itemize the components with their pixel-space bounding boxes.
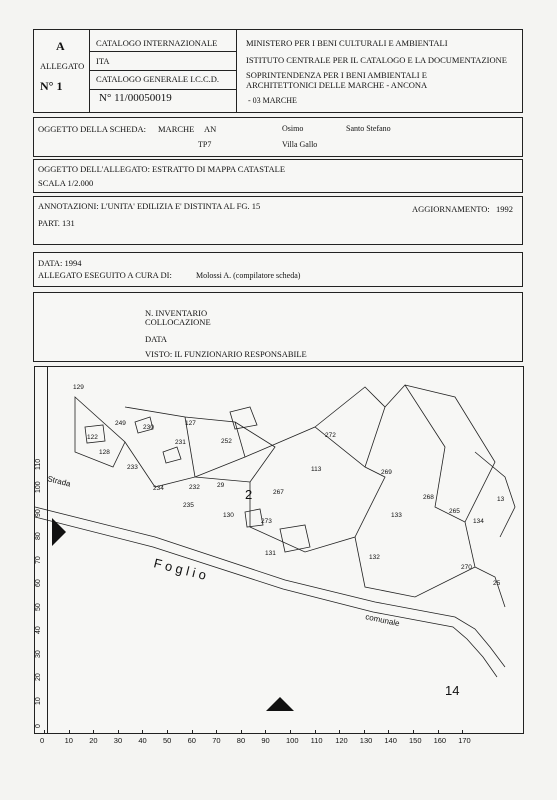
foglio-label: F o g l i o	[152, 555, 208, 583]
x-axis-label: 120	[335, 736, 348, 745]
left-position-marker	[52, 518, 66, 546]
x-axis-tick	[142, 730, 143, 734]
building-233	[163, 447, 181, 463]
oggetto-scheda-label: OGGETTO DELLA SCHEDA:	[38, 124, 146, 134]
collocazione: COLLOCAZIONE	[145, 317, 211, 327]
x-axis-tick	[192, 730, 193, 734]
parcel-label-235: 235	[183, 502, 194, 509]
bottom-position-marker	[266, 697, 294, 711]
data-year: DATA: 1994	[38, 258, 82, 268]
parcel-label-132: 132	[369, 554, 380, 561]
sheet-number: 2	[245, 487, 253, 502]
parcel-label-127: 127	[185, 420, 196, 427]
oggetto-region: MARCHE	[158, 124, 195, 134]
parcel-label-265: 265	[449, 508, 460, 515]
y-axis-labels	[34, 366, 46, 734]
ministero: MINISTERO PER I BENI CULTURALI E AMBIENTALI	[246, 38, 448, 48]
x-axis-tick	[44, 730, 45, 734]
allegato-label: ALLEGATO	[40, 61, 85, 71]
x-axis-label: 80	[236, 736, 246, 745]
header-hdivider-2	[89, 70, 236, 71]
soprintendenza-line1: SOPRINTENDENZA PER I BENI AMBIENTALI E	[246, 70, 427, 80]
inventario-data: DATA	[145, 334, 167, 344]
x-axis-tick	[93, 730, 94, 734]
x-axis-label: 150	[409, 736, 422, 745]
parcel-label-267: 267	[273, 489, 284, 496]
x-axis-label: 70	[212, 736, 221, 745]
oggetto-comune: Osimo	[282, 124, 304, 133]
x-axis-tick	[438, 730, 439, 734]
particella: PART. 131	[38, 218, 75, 228]
parcel-label-128: 128	[99, 449, 110, 456]
header-letter: A	[56, 39, 65, 53]
parcel-label-129: 129	[73, 384, 84, 391]
building-131	[280, 525, 310, 552]
x-axis-tick	[339, 730, 340, 734]
x-axis-tick	[315, 730, 316, 734]
x-axis-label: 100	[286, 736, 299, 745]
allegato-number: N° 1	[40, 79, 63, 93]
x-axis-label: 0	[40, 736, 45, 745]
y-axis-label: 80	[35, 532, 42, 540]
x-axis-label: 130	[359, 736, 373, 745]
y-axis-label: 100	[35, 481, 42, 493]
x-axis-label: 10	[64, 736, 73, 745]
annotazioni-text: ANNOTAZIONI: L'UNITA' EDILIZIA E' DISTINTA AL FG. 15	[38, 201, 261, 211]
x-axis-label: 60	[187, 736, 196, 745]
region-code: - 03 MARCHE	[248, 96, 297, 105]
x-axis-tick	[265, 730, 266, 734]
header-divider-1	[89, 29, 90, 113]
aggiornamento-year: 1992	[496, 204, 513, 214]
parcel-label-25: 25	[493, 580, 501, 587]
comunale-label: comunale	[364, 612, 401, 629]
oggetto-allegato-line1: OGGETTO DELL'ALLEGATO: ESTRATTO DI MAPPA CATASTALE	[38, 164, 286, 174]
x-axis-tick	[241, 730, 242, 734]
parcel-label-233: 233	[127, 464, 138, 471]
x-axis-label: 140	[384, 736, 397, 745]
strada-label: Strada	[46, 474, 72, 489]
parcel-label-133: 133	[391, 512, 402, 519]
soprintendenza-line2: ARCHITETTONICI DELLE MARCHE - ANCONA	[246, 80, 428, 90]
x-axis-tick	[69, 730, 70, 734]
oggetto-province: AN	[204, 124, 217, 134]
building-252	[230, 407, 257, 429]
parcel-label-234: 234	[153, 485, 164, 492]
y-axis-label: 70	[35, 555, 42, 564]
x-axis-tick	[413, 730, 414, 734]
x-axis-tick	[462, 730, 463, 734]
map-drawing	[35, 367, 524, 734]
parcel-label-130: 130	[223, 512, 234, 519]
y-axis-label: 40	[35, 626, 42, 634]
header-hdivider-1	[89, 51, 236, 52]
parcel-label-272: 272	[325, 432, 336, 439]
y-axis-label: 110	[35, 458, 42, 470]
y-axis-label: 50	[35, 602, 42, 611]
parcel-label-29: 29	[217, 482, 225, 489]
oggetto-scheda-box	[33, 117, 523, 157]
allegato-eseguito-label: ALLEGATO ESEGUITO A CURA DI:	[38, 270, 172, 280]
visto-funzionario: VISTO: IL FUNZIONARIO RESPONSABILE	[145, 349, 307, 359]
parcel-boundaries-right	[355, 385, 515, 607]
parcel-label-268: 268	[423, 494, 434, 501]
catalogo-internazionale: CATALOGO INTERNAZIONALE	[96, 38, 218, 48]
road-lower-edge	[35, 517, 497, 677]
parcel-label-113: 113	[311, 466, 322, 473]
x-axis-label: 160	[433, 736, 447, 745]
x-axis-label: 170	[458, 736, 471, 745]
parcel-label-273: 273	[261, 518, 272, 525]
x-axis-label: 50	[163, 736, 172, 745]
y-axis-label: 30	[35, 649, 42, 658]
x-axis-tick	[388, 730, 389, 734]
catalogo-generale: CATALOGO GENERALE I.C.C.D.	[96, 74, 220, 84]
x-axis-tick	[290, 730, 291, 734]
x-axis-tick	[216, 730, 217, 734]
x-axis-label: 20	[89, 736, 98, 745]
oggetto-code: TP7	[198, 140, 212, 149]
x-axis-tick	[364, 730, 365, 734]
x-axis-tick	[167, 730, 168, 734]
allegato-author: Molossi A. (compilatore scheda)	[196, 271, 301, 280]
oggetto-name: Villa Gallo	[282, 140, 318, 149]
parcel-label-122: 122	[87, 434, 98, 441]
y-axis-label: 20	[35, 673, 42, 681]
parcel-label-252: 252	[221, 438, 232, 445]
parcel-label-270: 270	[461, 564, 472, 571]
aggiornamento-label: AGGIORNAMENTO:	[412, 204, 490, 214]
parcel-label-13: 13	[497, 496, 505, 503]
oggetto-frazione: Santo Stefano	[346, 124, 391, 133]
map-x-axis	[34, 734, 524, 754]
x-axis-tick	[118, 730, 119, 734]
parcel-label-134: 134	[473, 518, 484, 525]
oggetto-allegato-scale: SCALA 1/2.000	[38, 178, 94, 188]
x-axis-label: 30	[113, 736, 123, 745]
parcel-label-131: 131	[265, 550, 276, 557]
x-axis-label: 40	[138, 736, 147, 745]
corner-number: 14	[445, 683, 460, 698]
y-axis-label: 0	[35, 724, 42, 728]
istituto: ISTITUTO CENTRALE PER IL CATALOGO E LA DOCUMENTAZIONE	[246, 55, 507, 65]
y-axis-label: 90	[35, 508, 42, 517]
parcel-label-232: 232	[189, 484, 200, 491]
y-axis-label: 60	[35, 579, 42, 587]
header-divider-2	[236, 29, 237, 113]
parcel-label-249: 249	[115, 420, 126, 427]
parcel-label-231: 231	[175, 439, 186, 446]
y-axis-label: 10	[35, 696, 42, 705]
x-axis-label: 110	[310, 736, 323, 745]
n-inventario: N. INVENTARIO	[145, 308, 208, 318]
x-axis-label: 90	[261, 736, 270, 745]
header-hdivider-3	[89, 89, 236, 90]
parcel-label-230: 230	[143, 424, 154, 431]
ita-code: ITA	[96, 56, 110, 66]
catalog-number: N° 11/00050019	[99, 92, 172, 104]
parcel-label-269: 269	[381, 469, 392, 476]
cadastral-map	[34, 366, 524, 734]
